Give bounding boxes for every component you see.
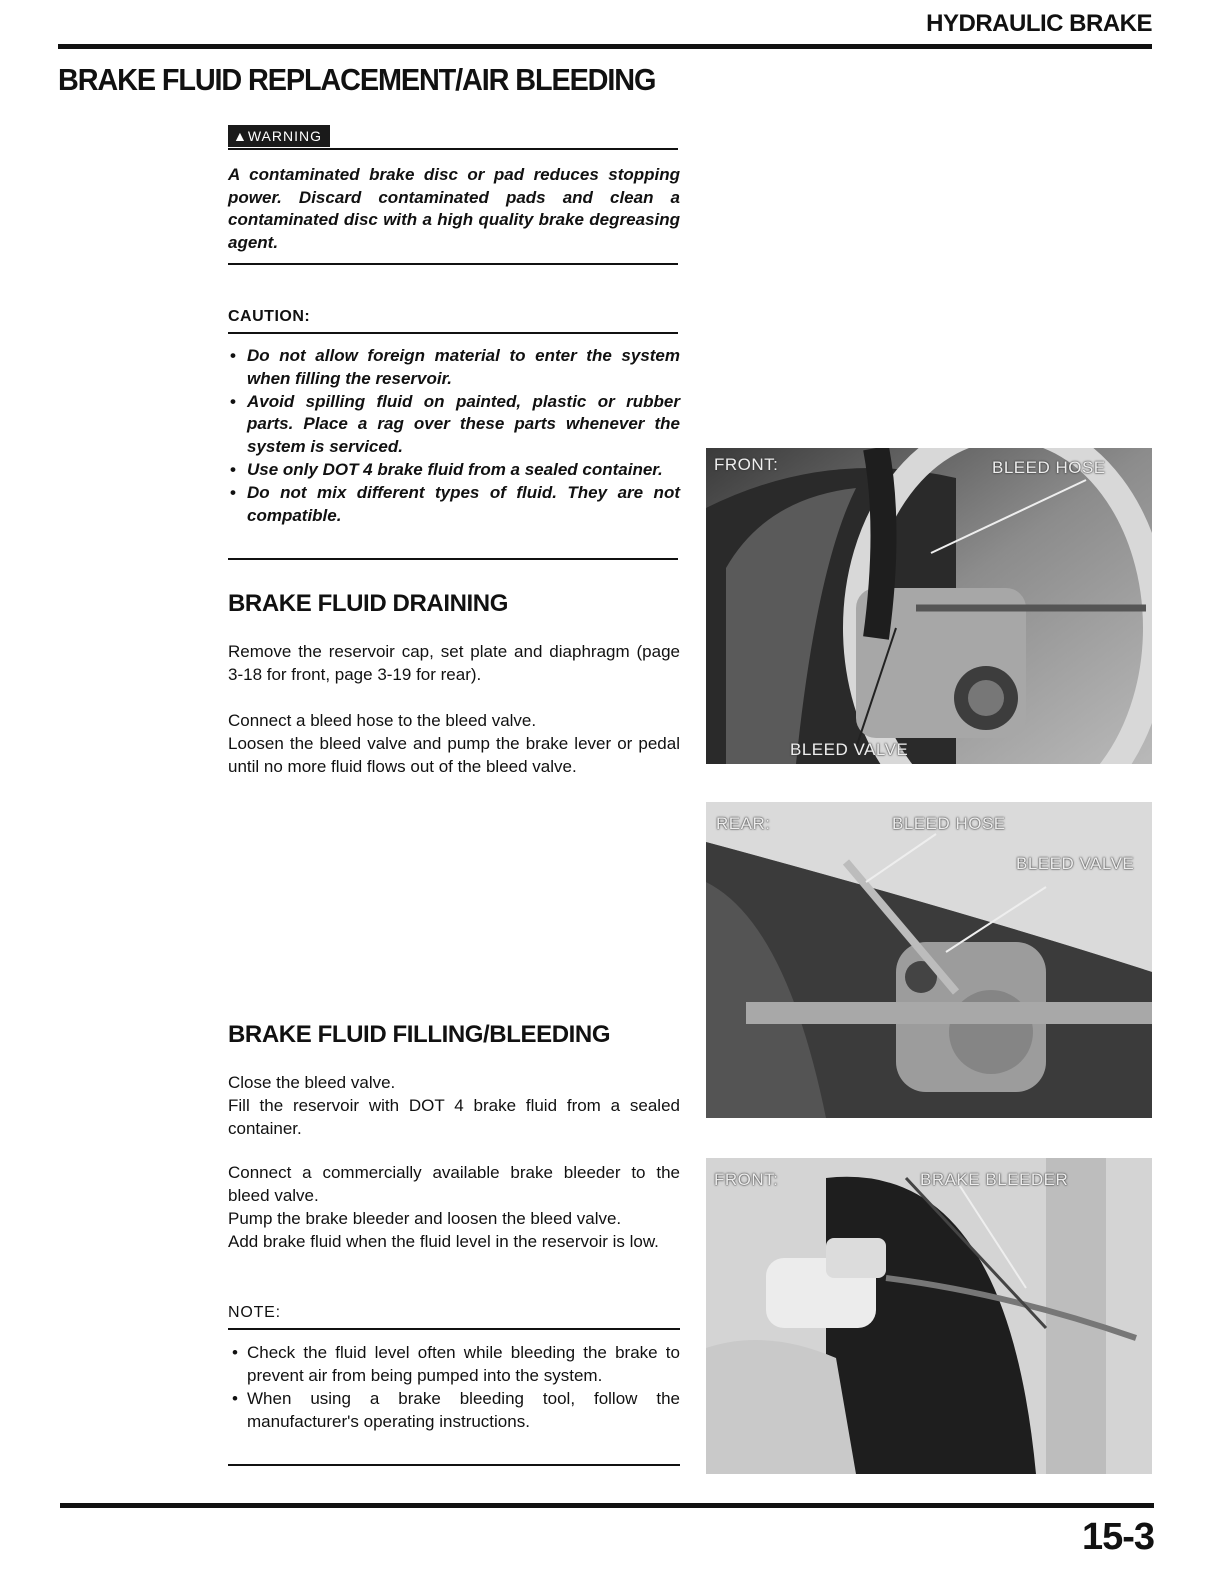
photo-1-bleed-valve-label: BLEED VALVE (790, 740, 909, 759)
page-title: BRAKE FLUID REPLACEMENT/AIR BLEEDING (58, 62, 656, 97)
warning-top-rule (228, 148, 678, 150)
warning-text: A contaminated brake disc or pad reduces stopping power. Discard contaminated pads and clean a contaminated disc with a high quality brake degreasing agent. (228, 165, 680, 252)
draining-para-1: Remove the reservoir cap, set plate and diaphragm (page 3-18 for front, page 3-19 for rear). (228, 642, 680, 684)
page-number: 15-3 (1081, 1516, 1154, 1558)
caution-list (228, 345, 680, 527)
photo-brake-bleeder (706, 1158, 1152, 1474)
photo-2-bleed-hose-label: BLEED HOSE (892, 814, 1006, 833)
filling-heading: BRAKE FLUID FILLING/BLEEDING (228, 1021, 611, 1048)
note-item: • Check the fluid level often while bleeding the brake to prevent air from being pumped into the system. (228, 1341, 680, 1387)
caution-label: CAUTION: (228, 308, 311, 325)
warning-bottom-rule (228, 263, 678, 265)
warning-badge (228, 125, 330, 147)
caution-item: • Do not mix different types of fluid. They are not compatible. (228, 482, 680, 528)
filling-para-2b: Pump the brake bleeder and loosen the bleed valve. (228, 1209, 622, 1228)
photo-2-corner-label: REAR: (716, 814, 771, 833)
photo-front-caliper (706, 448, 1152, 764)
photo-rear-caliper (706, 802, 1152, 1118)
filling-para-2a: Connect a commercially available brake bleeder to the bleed valve. (228, 1163, 680, 1205)
warning-triangle-icon: ▲ (233, 128, 248, 144)
photo-3-corner-label: FRONT: (714, 1170, 779, 1189)
note-item: • When using a brake bleeding tool, follow the manufacturer's operating instructions. (228, 1387, 680, 1433)
filling-para-1b: Fill the reservoir with DOT 4 brake fluid from a sealed container. (228, 1096, 680, 1138)
note-list (228, 1341, 680, 1433)
photo-2-bleed-valve-label: BLEED VALVE (1016, 854, 1135, 873)
caution-item: • Do not allow foreign material to enter the system when filling the reservoir. (228, 345, 680, 391)
photo-1-corner-label: FRONT: (714, 455, 779, 474)
filling-para-2c: Add brake fluid when the fluid level in the reservoir is low. (228, 1232, 659, 1251)
caution-bottom-rule (228, 558, 678, 560)
note-bottom-rule (228, 1464, 680, 1466)
caution-item: • Use only DOT 4 brake fluid from a sealed container. (228, 459, 680, 482)
header-rule (58, 44, 1152, 49)
section-header: HYDRAULIC BRAKE (926, 10, 1152, 37)
draining-heading: BRAKE FLUID DRAINING (228, 590, 508, 617)
note-label: NOTE: (228, 1304, 281, 1321)
caution-item: • Avoid spilling fluid on painted, plastic or rubber parts. Place a rag over these parts whenever the system is serviced. (228, 391, 680, 459)
photo-1-bleed-hose-label: BLEED HOSE (992, 458, 1106, 477)
note-top-rule (228, 1328, 680, 1330)
photo-3-brake-bleeder-label: BRAKE BLEEDER (920, 1170, 1069, 1189)
draining-para-2b: Loosen the bleed valve and pump the brake lever or pedal until no more fluid flows out of the bleed valve. (228, 734, 680, 776)
draining-para-2a: Connect a bleed hose to the bleed valve. (228, 711, 537, 730)
warning-label: WARNING (247, 128, 323, 144)
filling-para-1a: Close the bleed valve. (228, 1073, 396, 1092)
footer-rule (60, 1503, 1154, 1508)
caution-top-rule (228, 332, 678, 334)
